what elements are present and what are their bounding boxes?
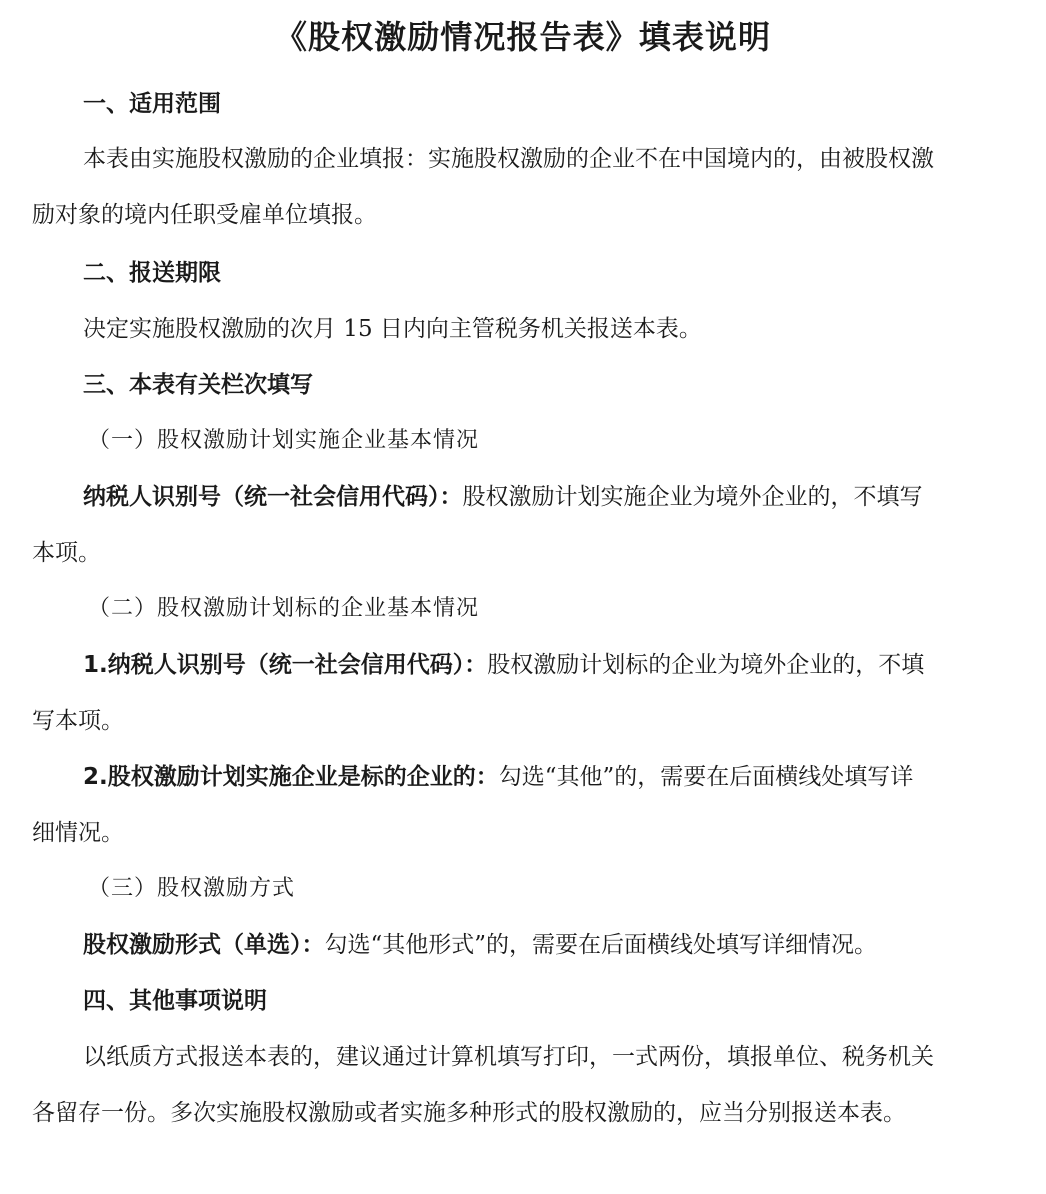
implementing-enterprise-taxpayer-id-text: 股权激励计划实施企业为境外企业的，不填写: [462, 484, 923, 510]
incentive-form-label: 股权激励形式（单选）：: [83, 932, 325, 958]
target-enterprise-item2-text: 勾选“其他”的，需要在后面横线处填写详: [498, 764, 914, 790]
target-enterprise-item2-label: 2.股权激励计划实施企业是标的企业的：: [83, 764, 499, 790]
section-heading-deadline: 二、报送期限: [83, 259, 221, 286]
other-notes-body-line-2: 各留存一份。多次实施股权激励或者实施多种形式的股权激励的，应当分别报送本表。: [32, 1100, 906, 1126]
subsection-heading-implementing-enterprise: （一）股权激励计划实施企业基本情况: [88, 428, 480, 453]
document-title: 《股权激励情况报告表》填表说明: [274, 18, 772, 56]
target-enterprise-item2-line-1: [83, 761, 913, 793]
implementing-enterprise-taxpayer-id-line-1: [83, 481, 923, 513]
implementing-enterprise-taxpayer-id-line-2: 本项。: [32, 540, 101, 566]
subsection-heading-target-enterprise: （二）股权激励计划标的企业基本情况: [88, 596, 480, 621]
incentive-form-line-1: [83, 929, 877, 961]
target-enterprise-item1-line-2: 写本项。: [32, 708, 124, 734]
implementing-enterprise-taxpayer-id-label: 纳税人识别号（统一社会信用代码）：: [83, 484, 463, 510]
section-heading-scope: 一、适用范围: [83, 90, 221, 117]
section-heading-fields: 三、本表有关栏次填写: [83, 371, 313, 398]
scope-body-line-1: [83, 143, 1015, 175]
target-enterprise-item1-line-1: [83, 649, 924, 681]
target-enterprise-item2-line-2: 细情况。: [32, 820, 124, 846]
incentive-form-text: 勾选“其他形式”的，需要在后面横线处填写详细情况。: [324, 932, 878, 958]
target-enterprise-item1-text: 股权激励计划标的企业为境外企业的，不填: [487, 652, 925, 678]
other-notes-body-line-1: 以纸质方式报送本表的，建议通过计算机填写打印，一式两份，填报单位、税务机关: [83, 1044, 934, 1070]
subsection-heading-incentive-method: （三）股权激励方式: [88, 876, 296, 901]
deadline-body-line-1: 决定实施股权激励的次月 15 日内向主管税务机关报送本表。: [83, 316, 702, 342]
scope-body-line-2: 励对象的境内任职受雇单位填报。: [32, 202, 377, 228]
section-heading-other-notes: 四、其他事项说明: [83, 987, 267, 1014]
scope-body-text-1: 本表由实施股权激励的企业填报：实施股权激励的企业不在中国境内的，由被股权激: [83, 146, 934, 172]
target-enterprise-item1-label: 1.纳税人识别号（统一社会信用代码）：: [83, 652, 488, 678]
